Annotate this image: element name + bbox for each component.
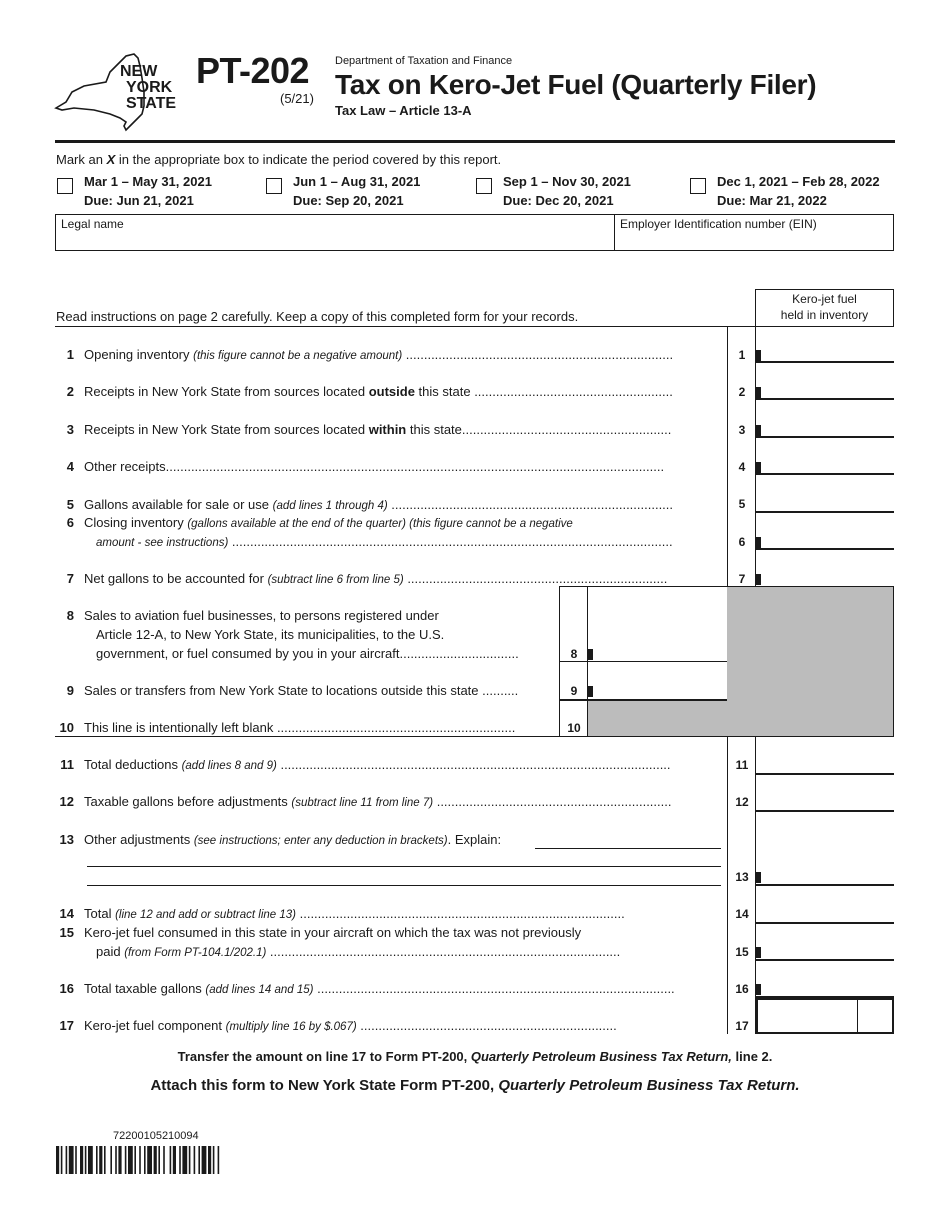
- line-6-input[interactable]: [764, 530, 890, 548]
- entry-marker: [588, 649, 593, 660]
- barcode: [56, 1146, 268, 1174]
- barcode-bar: [88, 1146, 93, 1174]
- box-number: 17: [735, 1019, 749, 1033]
- header-divider: [55, 140, 895, 143]
- box-number: 2: [738, 385, 746, 399]
- ein-field[interactable]: [620, 232, 890, 248]
- line-15-label: Kero-jet fuel consumed in this state in your aircraft on which the tax was not previously: [84, 925, 582, 940]
- barcode-bar: [194, 1146, 196, 1174]
- barcode-bar: [208, 1146, 211, 1174]
- period-option-q3: Sep 1 – Nov 30, 2021 Due: Dec 20, 2021: [503, 174, 631, 208]
- line-number: 15: [59, 925, 74, 940]
- ein-label: Employer Identification number (EIN): [620, 217, 817, 231]
- entry-underline: [756, 548, 894, 550]
- line-number: 13: [59, 832, 74, 847]
- box-number: 16: [735, 982, 749, 996]
- box-number: 4: [738, 460, 746, 474]
- barcode-bar: [85, 1146, 87, 1174]
- barcode-number: 72200105210094: [113, 1130, 199, 1142]
- grid-hline: [559, 586, 894, 587]
- line-number: 17: [59, 1018, 74, 1033]
- barcode-bar: [125, 1146, 127, 1174]
- barcode-bar: [66, 1146, 68, 1174]
- barcode-bar: [158, 1146, 160, 1174]
- line-number: 14: [59, 906, 74, 921]
- line-number: 12: [59, 794, 74, 809]
- line-number: 9: [66, 683, 74, 698]
- entry-marker: [756, 537, 761, 548]
- line-11-input[interactable]: [764, 755, 890, 773]
- explain-line[interactable]: [87, 866, 721, 867]
- line-3-label: Receipts in New York State from sources located within this state..........................................................: [84, 422, 672, 437]
- identity-divider: [614, 214, 615, 251]
- attach-note: Attach this form to New York State Form PT-200, Quarterly Petroleum Business Tax Return.: [150, 1077, 800, 1094]
- box-number: 3: [738, 423, 746, 437]
- line-14-label: Total (line 12 and add or subtract line 13) ..........................................................................................: [84, 906, 625, 921]
- grid-hline: [55, 736, 894, 737]
- logo-word-state: STATE: [126, 95, 177, 112]
- entry-underline: [559, 699, 727, 701]
- barcode-bar: [144, 1146, 146, 1174]
- box-number: 13: [735, 870, 749, 884]
- barcode-bar: [110, 1146, 112, 1174]
- barcode-bar: [115, 1146, 117, 1174]
- barcode-bar: [189, 1146, 191, 1174]
- column-header-rule: [55, 326, 755, 327]
- line-7-input[interactable]: [764, 567, 890, 585]
- barcode-bar: [147, 1146, 152, 1174]
- barcode-bar: [96, 1146, 98, 1174]
- form-number: PT-202: [196, 50, 310, 91]
- barcode-bar: [56, 1146, 59, 1174]
- explain-line[interactable]: [87, 885, 721, 886]
- entry-marker: [756, 425, 761, 436]
- line-3-input[interactable]: [764, 418, 890, 436]
- barcode-bar: [104, 1146, 106, 1174]
- barcode-bar: [198, 1146, 200, 1174]
- line-8-label-cont2: government, or fuel consumed by you in your aircraft.................................: [96, 646, 519, 661]
- period-option-q4: Dec 1, 2021 – Feb 28, 2022 Due: Mar 21, 2022: [717, 174, 880, 208]
- line-number: 10: [59, 720, 74, 735]
- line-number: 6: [66, 515, 74, 530]
- barcode-bar: [154, 1146, 157, 1174]
- line-number: 16: [59, 981, 74, 996]
- line-12-label: Taxable gallons before adjustments (subtract line 11 from line 7) .................................................................: [84, 794, 672, 809]
- column-header: Kero-jet fuel held in inventory: [780, 292, 869, 322]
- barcode-bar: [61, 1146, 63, 1174]
- line-12-input[interactable]: [764, 792, 890, 810]
- line-6-label-cont: amount - see instructions) ..........................................................................................................................: [96, 534, 673, 549]
- barcode-bar: [139, 1146, 141, 1174]
- barcode-bar: [80, 1146, 83, 1174]
- shaded-area-right: [727, 587, 894, 736]
- entry-marker: [756, 574, 761, 585]
- entry-underline: [756, 511, 894, 513]
- box-number: 9: [570, 684, 578, 698]
- box-number: 11: [735, 758, 749, 772]
- line-number: 3: [66, 422, 74, 437]
- line-1-label: Opening inventory (this figure cannot be a negative amount) ..........................................................................: [84, 347, 674, 362]
- line-8-label-cont: Article 12-A, to New York State, its municipalities, to the U.S.: [96, 627, 445, 642]
- line-13-input[interactable]: [764, 866, 890, 884]
- barcode-bar: [182, 1146, 187, 1174]
- line-4-input[interactable]: [764, 455, 890, 473]
- line-10-label: This line is intentionally left blank ..................................................................: [84, 720, 516, 735]
- legal-name-label: Legal name: [61, 217, 124, 231]
- line-4-label: Other receipts..........................................................................................................................................: [84, 459, 665, 474]
- line-6-label: Closing inventory (gallons available at the end of the quarter) (this figure cannot be a negative: [84, 515, 573, 530]
- box-number: 1: [738, 348, 746, 362]
- entry-underline: [756, 773, 894, 775]
- barcode-bar: [118, 1146, 121, 1174]
- entry-underline: [756, 810, 894, 812]
- entry-marker: [756, 872, 761, 883]
- box-number: 10: [567, 721, 581, 735]
- line-17-label: Kero-jet fuel component (multiply line 16 by $.067) .......................................................................: [84, 1018, 617, 1033]
- grid-vline: [587, 587, 588, 737]
- barcode-bar: [163, 1146, 165, 1174]
- line-17-input[interactable]: [762, 1008, 852, 1026]
- cents-divider: [857, 998, 858, 1034]
- line-number: 8: [66, 608, 74, 623]
- box-number: 7: [738, 572, 746, 586]
- tax-law-reference: Tax Law – Article 13-A: [335, 103, 472, 118]
- department-name: Department of Taxation and Finance: [335, 55, 513, 67]
- entry-marker: [588, 686, 593, 697]
- barcode-bar: [179, 1146, 181, 1174]
- entry-marker: [756, 462, 761, 473]
- explain-line[interactable]: [535, 848, 721, 849]
- logo-word-york: YORK: [126, 79, 173, 96]
- barcode-bar: [75, 1146, 77, 1174]
- read-instructions: Read instructions on page 2 carefully. Keep a copy of this completed form for your records.: [56, 309, 579, 324]
- period-checkbox-q3[interactable]: [476, 178, 492, 194]
- line-9-input[interactable]: [596, 680, 722, 698]
- line-16-input[interactable]: [764, 978, 890, 996]
- line-2-label: Receipts in New York State from sources located outside this state .......................................................: [84, 384, 673, 399]
- barcode-bar: [170, 1146, 172, 1174]
- entry-underline: [756, 398, 894, 400]
- line-5-label: Gallons available for sale or use (add lines 1 through 4) ..............................................................................: [84, 497, 674, 512]
- shaded-area-line10: [587, 700, 727, 736]
- entry-marker: [756, 387, 761, 398]
- barcode-bar: [173, 1146, 176, 1174]
- period-option-q2: Jun 1 – Aug 31, 2021 Due: Sep 20, 2021: [293, 174, 421, 208]
- logo-word-new: NEW: [120, 63, 158, 80]
- line-14-input[interactable]: [764, 904, 890, 922]
- line-2-input[interactable]: [764, 380, 890, 398]
- line-1-input[interactable]: [764, 343, 890, 361]
- barcode-bar: [128, 1146, 133, 1174]
- legal-name-field[interactable]: [60, 232, 610, 248]
- period-option-q1: Mar 1 – May 31, 2021 Due: Jun 21, 2021: [84, 174, 212, 208]
- barcode-bar: [202, 1146, 207, 1174]
- line-number: 11: [60, 757, 74, 772]
- line-8-input[interactable]: [596, 643, 722, 661]
- box-number: 6: [738, 535, 746, 549]
- box-number: 5: [738, 497, 746, 511]
- entry-underline: [756, 473, 894, 475]
- form-revision: (5/21): [280, 91, 314, 106]
- line-15-input[interactable]: [764, 941, 890, 959]
- barcode-bar: [218, 1146, 220, 1174]
- nys-logo: [54, 52, 184, 134]
- entry-underline: [756, 884, 894, 886]
- barcode-bar: [69, 1146, 74, 1174]
- period-checkbox-q4[interactable]: [690, 178, 706, 194]
- entry-underline: [756, 436, 894, 438]
- period-checkbox-q2[interactable]: [266, 178, 282, 194]
- line-9-label: Sales or transfers from New York State to locations outside this state ..........: [84, 683, 519, 698]
- line-number: 2: [66, 384, 74, 399]
- line-11-label: Total deductions (add lines 8 and 9) ............................................................................................................: [84, 757, 671, 772]
- box-number: 8: [570, 647, 578, 661]
- box-number: 12: [735, 795, 749, 809]
- line-number: 1: [66, 347, 74, 362]
- line-7-label: Net gallons to be accounted for (subtract line 6 from line 5) ........................................................................: [84, 571, 668, 586]
- box-number: 14: [735, 907, 749, 921]
- barcode-bar: [99, 1146, 102, 1174]
- entry-marker: [756, 947, 761, 958]
- entry-underline: [756, 922, 894, 924]
- line-15-label-cont: paid (from Form PT-104.1/202.1) .................................................................................................: [96, 944, 621, 959]
- box-number: 15: [735, 945, 749, 959]
- barcode-bar: [134, 1146, 136, 1174]
- line-number: 5: [66, 497, 74, 512]
- transfer-note: Transfer the amount on line 17 to Form PT-200, Quarterly Petroleum Business Tax Return, line 2.: [177, 1049, 773, 1064]
- line-number: 4: [66, 459, 74, 474]
- line-13-label: Other adjustments (see instructions; enter any deduction in brackets). Explain:: [84, 832, 502, 847]
- line-5-input[interactable]: [764, 493, 890, 511]
- grid-vline: [893, 587, 894, 737]
- period-instruction: Mark an X in the appropriate box to indicate the period covered by this report.: [56, 152, 502, 167]
- entry-underline: [756, 959, 894, 961]
- entry-marker: [756, 984, 761, 995]
- period-checkbox-q1[interactable]: [57, 178, 73, 194]
- form-title: Tax on Kero-Jet Fuel (Quarterly Filer): [335, 69, 817, 100]
- line-16-label: Total taxable gallons (add lines 14 and 15) ...................................................................................................: [84, 981, 675, 996]
- line-8-label: Sales to aviation fuel businesses, to persons registered under: [84, 608, 439, 623]
- barcode-bar: [213, 1146, 215, 1174]
- grid-vline: [559, 587, 560, 737]
- entry-underline: [756, 361, 894, 363]
- entry-underline: [559, 661, 727, 662]
- entry-marker: [756, 350, 761, 361]
- line-number: 7: [66, 571, 74, 586]
